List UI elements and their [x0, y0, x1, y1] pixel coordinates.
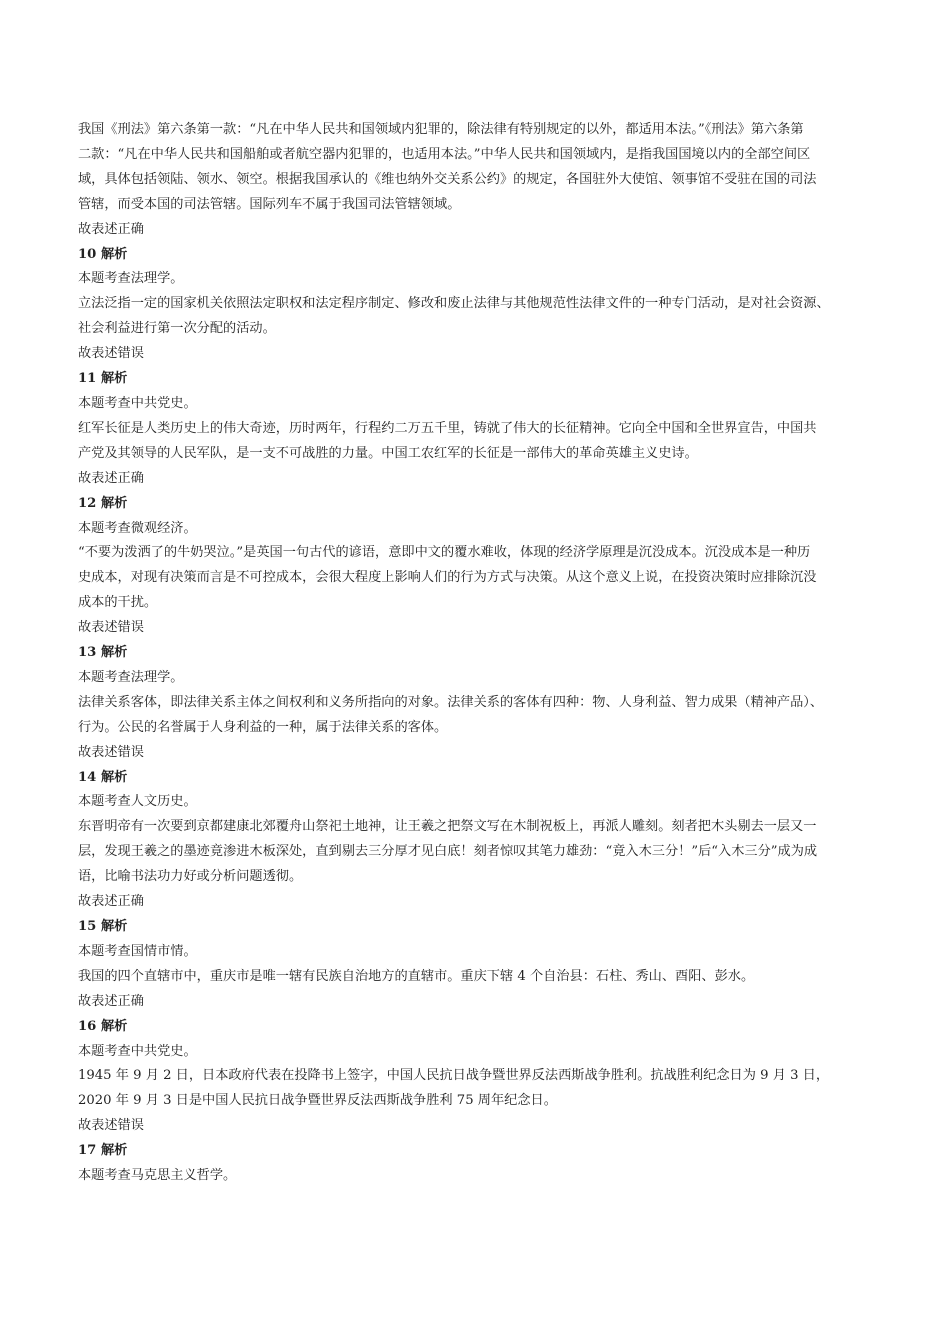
text-line: 层，发现王羲之的墨迹竟渗进木板深处，直到剔去三分厚才见白底！刻者惊叹其笔力雄劲：“竟入木三分！”后“入木三分”成为成 [78, 844, 818, 860]
text-line: 我国《刑法》第六条第一款：“凡在中华人民共和国领域内犯罪的，除法律有特别规定的以外，都适用本法。”《刑法》第六条第 [78, 122, 804, 137]
text-line: 本题考查中共党史。 [78, 395, 197, 411]
section-heading: 16 解析 [78, 1018, 128, 1034]
section-heading: 10 解析 [78, 246, 128, 262]
text-line: 故表述错误 [78, 346, 144, 362]
text-line: 本题考查人文历史。 [78, 794, 197, 810]
text-line: 域，具体包括领陆、领水、领空。根据我国承认的《维也纳外交关系公约》的规定，各国驻外大使馆、领事馆不受驻在国的司法 [78, 171, 817, 187]
text-line: 故表述错误 [78, 620, 144, 636]
text-line: 产党及其领导的人民军队，是一支不可战胜的力量。中国工农红军的长征是一部伟大的革命英雄主义史诗。 [78, 445, 698, 461]
text-line: 本题考查法理学。 [78, 271, 184, 287]
text-line: 本题考查中共党史。 [78, 1043, 197, 1059]
section-heading: 15 解析 [78, 919, 128, 934]
text-line: 管辖，而受本国的司法管辖。国际列车不属于我国司法管辖领域。 [78, 196, 461, 212]
text-line: 本题考查马克思主义哲学。 [78, 1168, 237, 1184]
text-line: 故表述正确 [78, 894, 144, 910]
section-heading: 12 解析 [78, 495, 128, 511]
text-line: 本题考查微观经济。 [78, 520, 197, 536]
text-line: 红军长征是人类历史上的伟大奇迹，历时两年，行程约二万五千里，铸就了伟大的长征精神。它向全中国和全世界宣告，中国共 [78, 420, 817, 436]
text-line: 1945 年 9 月 2 日，日本政府代表在投降书上签字，中国人民抗日战争暨世界反法西斯战争胜利。抗战胜利纪念日为 9 月 3 日， [78, 1068, 830, 1084]
text-line: 我国的四个直辖市中，重庆市是唯一辖有民族自治地方的直辖市。重庆下辖 4 个自治县：石柱、秀山、酉阳、彭水。 [78, 968, 755, 984]
text-line: 史成本，对现有决策而言是不可控成本，会很大程度上影响人们的行为方式与决策。从这个意义上说，在投资决策时应排除沉没 [78, 570, 817, 586]
text-line: 故表述错误 [78, 744, 144, 760]
text-line: 立法泛指一定的国家机关依照法定职权和法定程序制定、修改和废止法律与其他规范性法律文件的一种专门活动，是对社会资源、 [78, 296, 830, 312]
text-line: “不要为泼洒了的牛奶哭泣。”是英国一句古代的谚语，意即中文的覆水难收，体现的经济学原理是沉没成本。沉没成本是一种历 [78, 545, 811, 561]
text-line: 二款：“凡在中华人民共和国船舶或者航空器内犯罪的，也适用本法。”中华人民共和国领域内，是指我国国境以内的全部空间区 [78, 146, 811, 162]
section-heading: 14 解析 [78, 769, 128, 785]
text-line: 本题考查法理学。 [78, 669, 184, 685]
text-line: 2020 年 9 月 3 日是中国人民抗日战争暨世界反法西斯战争胜利 75 周年纪念日。 [78, 1093, 557, 1109]
text-line: 本题考查国情市情。 [78, 943, 197, 959]
section-heading: 13 解析 [78, 645, 128, 661]
text-line: 故表述正确 [78, 470, 144, 486]
text-line: 语，比喻书法功力好或分析问题透彻。 [78, 869, 303, 885]
text-line: 故表述正确 [78, 993, 144, 1009]
text-line: 社会利益进行第一次分配的活动。 [78, 321, 276, 337]
text-line: 行为。公民的名誉属于人身利益的一种，属于法律关系的客体。 [78, 719, 448, 735]
text-line: 故表述正确 [78, 221, 144, 237]
text-line: 故表述错误 [78, 1118, 144, 1134]
text-line: 成本的干扰。 [78, 595, 158, 611]
section-heading: 17 解析 [78, 1143, 128, 1159]
section-heading: 11 解析 [78, 371, 128, 387]
text-line: 法律关系客体，即法律关系主体之间权利和义务所指向的对象。法律关系的客体有四种：物、人身利益、智力成果（精神产品）、 [78, 694, 824, 710]
text-line: 东晋明帝有一次要到京都建康北郊覆舟山祭祀土地神，让王羲之把祭文写在木制祝板上，再派人雕刻。刻者把木头剔去一层又一 [78, 819, 817, 835]
